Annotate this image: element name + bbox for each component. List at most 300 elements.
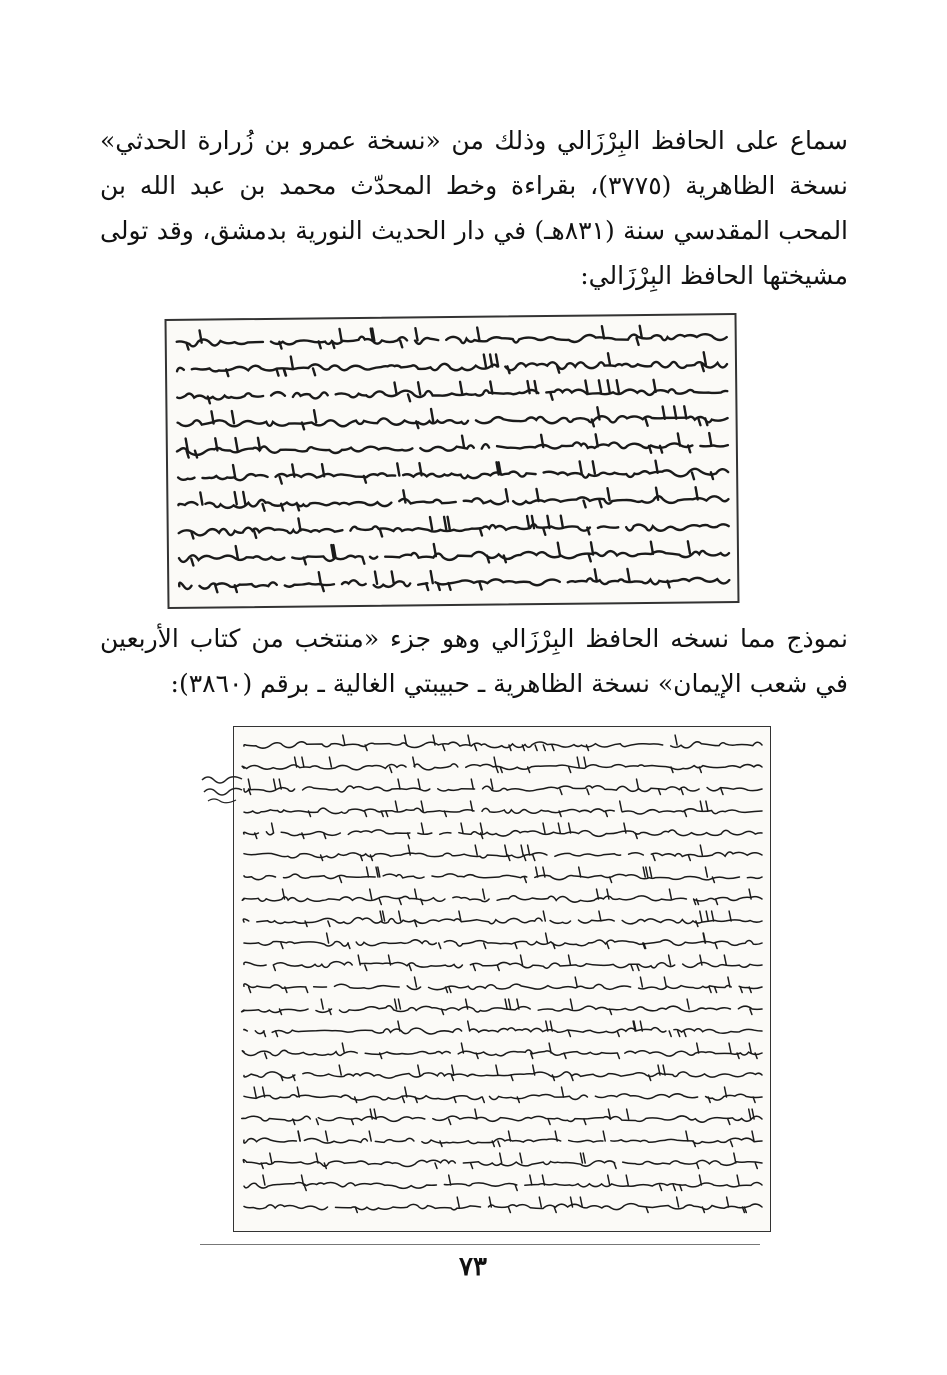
handwriting-stroke	[398, 779, 400, 789]
handwriting-stroke	[329, 757, 331, 767]
handwriting-stroke	[452, 1065, 454, 1075]
handwriting-stroke	[418, 382, 420, 394]
handwriting-line	[178, 495, 728, 508]
handwriting-stroke	[637, 965, 639, 971]
handwriting-stroke	[243, 492, 245, 504]
handwriting-stroke	[684, 1031, 686, 1037]
handwriting-stroke	[750, 1009, 752, 1015]
handwriting-stroke	[595, 569, 597, 581]
handwriting-stroke	[626, 1175, 628, 1185]
handwriting-stroke	[413, 757, 415, 767]
handwriting-stroke	[568, 1031, 570, 1037]
handwriting-stroke	[339, 1065, 341, 1075]
handwriting-stroke	[448, 517, 450, 529]
handwriting-stroke	[654, 380, 656, 392]
handwriting-line	[236, 918, 762, 924]
handwriting-stroke	[195, 451, 197, 458]
handwriting-line	[242, 896, 762, 902]
handwriting-stroke	[543, 528, 545, 535]
handwriting-stroke	[484, 355, 486, 367]
handwriting-line	[178, 468, 728, 481]
handwriting-stroke	[552, 1075, 554, 1081]
handwriting-stroke	[298, 518, 300, 530]
handwriting-line	[177, 360, 727, 374]
handwriting-stroke	[314, 410, 316, 422]
handwriting-stroke	[587, 789, 589, 795]
handwriting-stroke	[397, 463, 399, 475]
handwriting-stroke	[680, 1185, 682, 1191]
handwriting-stroke	[272, 823, 274, 833]
handwriting-stroke	[475, 745, 477, 751]
handwriting-stroke	[233, 465, 235, 477]
handwriting-stroke	[506, 489, 508, 501]
handwriting-line	[177, 387, 727, 400]
handwriting-stroke	[386, 811, 388, 817]
handwriting-stroke	[475, 1109, 477, 1119]
handwriting-stroke	[297, 1087, 299, 1097]
handwriting-stroke	[362, 557, 364, 564]
handwriting-stroke	[504, 555, 506, 562]
handwriting-stroke	[564, 1053, 566, 1059]
handwriting-stroke	[580, 461, 582, 473]
handwriting-stroke	[399, 911, 401, 921]
handwriting-stroke	[646, 867, 648, 877]
handwriting-stroke	[599, 911, 601, 921]
handwriting-stroke	[536, 867, 538, 877]
handwriting-stroke	[597, 889, 599, 899]
handwriting-stroke	[276, 369, 278, 376]
handwriting-stroke	[365, 811, 367, 817]
handwriting-stroke	[570, 999, 572, 1009]
handwriting-stroke	[435, 1163, 437, 1169]
handwriting-line	[244, 874, 762, 880]
handwriting-stroke	[515, 943, 517, 949]
handwriting-stroke	[408, 833, 410, 839]
handwriting-stroke	[749, 1109, 751, 1119]
handwriting-stroke	[248, 779, 250, 789]
handwriting-stroke	[698, 418, 700, 425]
handwriting-stroke	[421, 801, 423, 811]
handwriting-stroke	[497, 965, 499, 971]
handwriting-stroke	[737, 1175, 739, 1185]
handwriting-stroke	[585, 380, 587, 392]
handwriting-line	[244, 940, 762, 946]
handwriting-stroke	[669, 889, 671, 899]
handwriting-stroke	[579, 867, 581, 877]
handwriting-stroke	[684, 811, 686, 817]
handwriting-line	[236, 852, 762, 858]
handwriting-stroke	[494, 757, 496, 767]
handwriting-stroke	[617, 1053, 619, 1059]
handwriting-stroke	[669, 1031, 671, 1037]
handwriting-stroke	[651, 542, 653, 554]
handwriting-stroke	[507, 366, 509, 373]
handwriting-stroke	[697, 1043, 699, 1053]
handwriting-stroke	[418, 779, 420, 789]
page-number: ٧٣	[459, 1252, 487, 1282]
handwriting-stroke	[254, 1087, 256, 1097]
handwriting-stroke	[664, 977, 666, 987]
handwriting-line	[244, 830, 762, 836]
handwriting-stroke	[712, 911, 714, 921]
handwriting-line	[244, 742, 762, 748]
handwriting-stroke	[380, 911, 382, 921]
handwriting-stroke	[716, 899, 718, 905]
handwriting-stroke	[263, 1175, 265, 1185]
handwriting-stroke	[340, 877, 342, 883]
margin-note-scribble	[198, 770, 246, 806]
handwriting-stroke	[617, 1031, 619, 1037]
handwriting-stroke	[678, 1031, 680, 1037]
handwriting-stroke	[546, 933, 548, 943]
handwriting-stroke	[697, 1163, 699, 1169]
handwriting-line	[244, 984, 762, 990]
handwriting-stroke	[302, 757, 304, 767]
handwriting-stroke	[443, 745, 445, 751]
handwriting-stroke	[457, 1197, 459, 1207]
handwriting-stroke	[533, 855, 535, 861]
handwriting-stroke	[249, 987, 251, 993]
handwriting-stroke	[596, 434, 598, 446]
handwriting-stroke	[569, 955, 571, 965]
handwriting-stroke	[235, 492, 237, 504]
handwriting-stroke	[316, 1119, 318, 1125]
handwriting-stroke	[660, 1185, 662, 1191]
handwriting-line	[244, 786, 762, 792]
handwriting-stroke	[607, 488, 609, 500]
handwriting-stroke	[471, 1163, 473, 1169]
handwriting-stroke	[543, 823, 545, 833]
handwriting-stroke	[418, 1065, 420, 1075]
handwriting-stroke	[365, 965, 367, 971]
handwriting-stroke	[348, 943, 350, 949]
handwriting-stroke	[607, 889, 609, 899]
handwriting-stroke	[460, 382, 462, 394]
handwriting-stroke	[375, 572, 377, 584]
handwriting-stroke	[749, 1043, 751, 1053]
handwriting-stroke	[715, 943, 717, 949]
handwriting-stroke	[550, 393, 552, 400]
handwriting-stroke	[496, 767, 498, 773]
handwriting-stroke	[324, 1163, 326, 1169]
handwriting-stroke	[515, 1185, 517, 1191]
handwriting-stroke	[755, 1163, 757, 1169]
handwriting-stroke	[700, 845, 702, 855]
handwriting-stroke	[734, 1153, 736, 1163]
handwriting-stroke	[273, 965, 275, 971]
handwriting-stroke	[521, 845, 523, 855]
handwriting-stroke	[709, 433, 711, 445]
handwriting-stroke	[620, 801, 622, 811]
handwriting-stroke	[358, 955, 360, 965]
handwriting-stroke	[640, 326, 642, 338]
handwriting-stroke	[390, 767, 392, 773]
handwriting-stroke	[561, 516, 563, 528]
handwriting-stroke	[699, 1175, 701, 1185]
handwriting-line	[236, 764, 762, 770]
handwriting-stroke	[236, 546, 238, 558]
handwriting-stroke	[398, 999, 400, 1009]
handwriting-stroke	[520, 1153, 522, 1163]
handwriting-stroke	[355, 1097, 357, 1103]
handwriting-stroke	[517, 1097, 519, 1103]
handwriting-stroke	[321, 855, 323, 861]
handwriting-stroke	[560, 789, 562, 795]
handwriting-stroke	[215, 585, 217, 592]
handwriting-stroke	[200, 492, 202, 504]
handwriting-stroke	[517, 999, 519, 1009]
handwriting-stroke	[421, 823, 423, 833]
handwriting-stroke	[446, 987, 448, 993]
handwriting-stroke	[302, 833, 304, 839]
footer-rule	[200, 1244, 760, 1245]
handwriting-stroke	[264, 1031, 266, 1037]
handwriting-lines-sama	[167, 315, 738, 607]
handwriting-stroke	[614, 1163, 616, 1169]
handwriting-stroke	[696, 921, 698, 927]
handwriting-stroke	[491, 779, 493, 789]
handwriting-stroke	[706, 911, 708, 921]
handwriting-stroke	[402, 1097, 404, 1103]
handwriting-line	[244, 1204, 762, 1210]
handwriting-stroke	[681, 789, 683, 795]
handwriting-stroke	[431, 409, 433, 421]
handwriting-line	[244, 1094, 762, 1100]
handwriting-stroke	[461, 823, 463, 833]
handwriting-stroke	[702, 1207, 704, 1213]
handwriting-stroke	[480, 583, 482, 590]
handwriting-line	[244, 1138, 762, 1144]
handwriting-stroke	[434, 544, 436, 556]
handwriting-stroke	[527, 516, 529, 528]
handwriting-stroke	[700, 801, 702, 811]
handwriting-stroke	[548, 1119, 550, 1125]
handwriting-stroke	[704, 352, 706, 364]
handwriting-stroke	[584, 501, 586, 508]
handwriting-stroke	[646, 419, 648, 426]
handwriting-stroke	[298, 1131, 300, 1141]
handwriting-lines-sample	[234, 727, 770, 1231]
handwriting-stroke	[394, 382, 396, 394]
handwriting-stroke	[433, 735, 435, 745]
handwriting-stroke	[415, 977, 417, 987]
handwriting-stroke	[328, 921, 330, 927]
handwriting-stroke	[608, 1175, 610, 1185]
handwriting-stroke	[627, 569, 629, 581]
handwriting-line	[179, 576, 729, 589]
handwriting-stroke	[370, 1109, 372, 1119]
handwriting-stroke	[477, 328, 479, 340]
handwriting-line	[242, 1050, 762, 1056]
handwriting-stroke	[449, 987, 451, 993]
handwriting-stroke	[509, 999, 511, 1009]
handwriting-stroke	[673, 1185, 675, 1191]
handwriting-stroke	[593, 461, 595, 473]
handwriting-stroke	[675, 735, 677, 745]
handwriting-stroke	[319, 572, 321, 584]
handwriting-stroke	[669, 955, 671, 965]
handwriting-stroke	[291, 357, 293, 369]
handwriting-stroke	[599, 500, 601, 507]
handwriting-stroke	[468, 735, 470, 745]
handwriting-stroke	[687, 999, 689, 1009]
handwriting-stroke	[471, 779, 473, 789]
handwriting-stroke	[462, 436, 464, 448]
handwriting-stroke	[731, 1141, 733, 1147]
handwriting-stroke	[400, 341, 402, 348]
handwriting-stroke	[528, 845, 530, 855]
handwriting-stroke	[496, 1065, 498, 1075]
handwriting-stroke	[490, 354, 492, 366]
handwriting-stroke	[505, 999, 507, 1009]
handwriting-stroke	[263, 504, 265, 511]
handwriting-stroke	[640, 977, 642, 987]
handwriting-stroke	[539, 1197, 541, 1207]
handwriting-stroke	[535, 745, 537, 751]
handwriting-stroke	[313, 368, 315, 375]
handwriting-stroke	[631, 965, 633, 971]
handwriting-line	[177, 333, 727, 347]
handwriting-stroke	[281, 943, 283, 949]
handwriting-stroke	[688, 855, 690, 861]
handwriting-stroke	[569, 767, 571, 773]
handwriting-stroke	[728, 1119, 730, 1125]
handwriting-stroke	[605, 811, 607, 817]
handwriting-stroke	[508, 1207, 510, 1213]
handwriting-stroke	[599, 380, 601, 392]
handwriting-stroke	[705, 418, 707, 425]
handwriting-stroke	[575, 977, 577, 987]
handwriting-stroke	[321, 999, 323, 1009]
handwriting-stroke	[608, 380, 610, 392]
handwriting-stroke	[444, 517, 446, 529]
handwriting-stroke	[276, 1031, 278, 1037]
handwriting-line	[179, 522, 729, 536]
handwriting-stroke	[569, 823, 571, 833]
handwriting-stroke	[511, 1075, 513, 1081]
handwriting-stroke	[235, 438, 237, 450]
handwriting-stroke	[483, 889, 485, 899]
sample-caption-paragraph: نموذج مما نسخه الحافظ البِرْزَالي وهو جزء «منتخب من كتاب الأربعين في شعب الإيمان» نسخة الظاهرية ـ حبيبتي الغالية ـ برقم (٣٨٦٠):	[100, 624, 848, 698]
handwriting-stroke	[727, 1197, 729, 1207]
handwriting-stroke	[380, 530, 382, 537]
handwriting-stroke	[454, 1097, 456, 1103]
handwriting-stroke	[379, 899, 381, 905]
handwriting-stroke	[439, 943, 441, 949]
handwriting-stroke	[608, 353, 610, 365]
handwriting-stroke	[367, 867, 369, 877]
handwriting-stroke	[480, 823, 482, 833]
handwriting-stroke	[306, 987, 308, 993]
handwriting-stroke	[552, 745, 554, 751]
handwriting-stroke	[587, 745, 589, 751]
handwriting-stroke	[692, 472, 694, 479]
handwriting-stroke	[584, 1119, 586, 1125]
handwriting-stroke	[274, 779, 276, 789]
handwriting-stroke	[543, 745, 545, 751]
handwriting-line	[236, 1006, 762, 1013]
handwriting-stroke	[430, 517, 432, 529]
handwriting-stroke	[431, 571, 433, 583]
sama-caption-paragraph: سماع على الحافظ البِرْزَالي وذلك من «نسخة عمرو بن زُرارة الحدثي» نسخة الظاهرية (٣٧٧٥)، بقراءة وخط المحدّث محمد بن عبد الله بن المحب المقدسي سنة (٨٣١هـ) في دار الحديث النورية بدمشق، وقد تولى مشيختها الحافظ البِرْزَالي:	[100, 126, 849, 290]
handwriting-stroke	[415, 889, 417, 899]
handwriting-stroke	[583, 1153, 585, 1163]
handwriting-stroke	[342, 1043, 344, 1053]
handwriting-stroke	[415, 328, 417, 340]
handwriting-stroke	[505, 845, 507, 855]
handwriting-stroke	[637, 779, 639, 789]
handwriting-stroke	[617, 380, 619, 392]
handwriting-stroke	[482, 1097, 484, 1103]
handwriting-line	[243, 1160, 762, 1167]
handwriting-stroke	[688, 541, 690, 553]
handwriting-stroke	[721, 789, 723, 795]
handwriting-stroke	[580, 1153, 582, 1163]
handwriting-stroke	[627, 1109, 629, 1119]
handwriting-stroke	[399, 899, 401, 905]
handwriting-line	[242, 1116, 762, 1122]
handwriting-line	[244, 962, 762, 969]
handwriting-stroke	[705, 867, 707, 877]
handwriting-stroke	[697, 899, 699, 905]
handwriting-stroke	[395, 801, 397, 811]
handwriting-stroke	[521, 955, 523, 965]
handwriting-stroke	[327, 933, 329, 943]
handwriting-stroke	[369, 1131, 371, 1141]
handwriting-stroke	[584, 757, 586, 767]
handwriting-stroke	[475, 845, 477, 855]
manuscript-image-sample	[233, 726, 771, 1232]
handwriting-stroke	[408, 394, 410, 401]
handwriting-stroke	[643, 867, 645, 877]
handwriting-stroke	[558, 823, 560, 833]
handwriting-line	[244, 1072, 762, 1078]
handwriting-line	[179, 549, 729, 562]
handwriting-stroke	[343, 735, 345, 745]
handwriting-stroke	[709, 987, 711, 993]
handwriting-stroke	[500, 1153, 502, 1163]
handwriting-stroke	[607, 943, 609, 949]
handwriting-stroke	[589, 555, 591, 562]
handwriting-stroke	[326, 1131, 328, 1141]
handwriting-stroke	[449, 1175, 451, 1185]
handwriting-stroke	[686, 1131, 688, 1141]
handwriting-stroke	[562, 1087, 564, 1097]
handwriting-stroke	[270, 1153, 272, 1163]
handwriting-stroke	[610, 877, 612, 883]
handwriting-stroke	[729, 1043, 731, 1053]
handwriting-stroke	[280, 477, 282, 484]
handwriting-stroke	[706, 801, 708, 811]
handwriting-stroke	[677, 1197, 679, 1207]
handwriting-stroke	[392, 571, 394, 583]
handwriting-stroke	[473, 965, 475, 971]
handwriting-stroke	[524, 877, 526, 883]
handwriting-stroke	[480, 529, 482, 536]
handwriting-stroke	[543, 911, 545, 921]
handwriting-stroke	[700, 911, 702, 921]
handwriting-stroke	[693, 1141, 695, 1147]
handwriting-stroke	[409, 965, 411, 971]
handwriting-stroke	[498, 1141, 500, 1147]
handwriting-stroke	[254, 531, 256, 538]
handwriting-stroke	[383, 911, 385, 921]
handwriting-stroke	[351, 1119, 353, 1125]
handwriting-stroke	[530, 1175, 532, 1185]
handwriting-stroke	[558, 543, 560, 555]
handwriting-stroke	[381, 811, 383, 817]
manuscript-image-sama	[164, 313, 739, 609]
